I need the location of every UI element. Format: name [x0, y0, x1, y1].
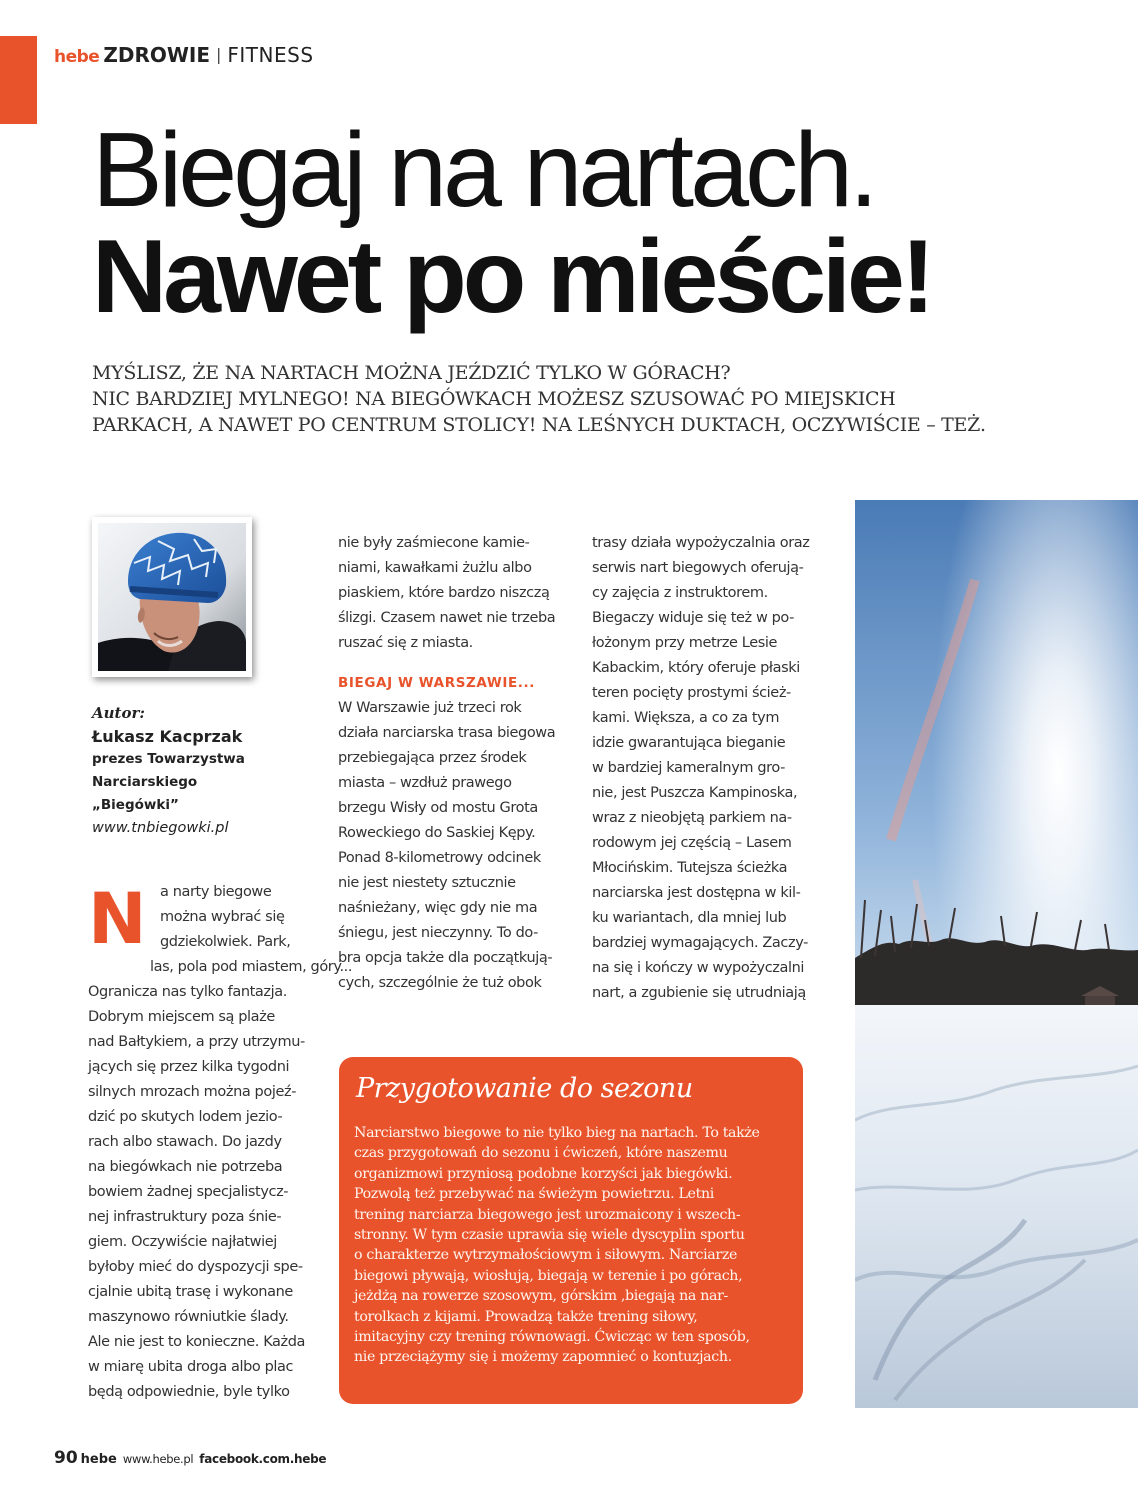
headline-line-1: Biegaj na nartach.: [92, 111, 875, 229]
page-footer: [54, 1448, 326, 1468]
sidebar-line: stronny. W tym czasie uprawia się wiele dyscyplin sportu: [354, 1227, 745, 1244]
body-line: teren pocięty prostymi ścież-: [592, 685, 791, 701]
section-subhead: BIEGAJ W WARSZAWIE...: [338, 675, 535, 691]
body-line: w bardziej kameralnym gro-: [592, 760, 785, 776]
body-line: łożonym przy metrze Lesie: [592, 635, 778, 651]
body-line: Biegaczy widuje się też w po-: [592, 610, 794, 626]
body-line: brzegu Wisły od mostu Grota: [338, 800, 538, 816]
body-line: bardziej wymagających. Zaczy-: [592, 935, 808, 951]
sidebar-line: organizmowi przyniosą podobne korzyści jak biegówki.: [354, 1165, 733, 1182]
body-line: Dobrym miejscem są plaże: [88, 1009, 275, 1025]
author-role-line: „Biegówki”: [92, 797, 179, 813]
sidebar-line: torolkach z kijami. Prowadzą także trening siłowy,: [354, 1308, 698, 1325]
body-line: giem. Oczywiście najłatwiej: [88, 1234, 277, 1250]
snow-landscape-image: [855, 500, 1138, 1408]
body-line: kami. Większa, a co za tym: [592, 710, 780, 726]
body-line: ku wariantach, dla mniej lub: [592, 910, 787, 926]
body-line: Kabackim, który oferuje płaski: [592, 660, 800, 676]
body-line: W Warszawie już trzeci rok: [338, 700, 522, 716]
author-role-line: prezes Towarzystwa: [92, 751, 245, 767]
body-line: jących się przez kilka tygodni: [88, 1059, 290, 1075]
body-line: śniegu, jest nieczynny. To do-: [338, 925, 538, 941]
sidebar-box: [339, 1057, 803, 1404]
page-header: [54, 41, 314, 71]
header-separator: |: [216, 45, 222, 64]
body-line: nie jest niestety sztucznie: [338, 875, 516, 891]
body-line: ruszać się z miasta.: [338, 635, 473, 651]
body-line: silnych mrozach można pojeź-: [88, 1084, 297, 1100]
lead-line: PARKACH, A NAWET PO CENTRUM STOLICY! NA LEŚNYCH DUKTACH, OCZYWIŚCIE – TEŻ.: [92, 414, 986, 436]
body-line: rodowym jej częścią – Lasem: [592, 835, 792, 851]
body-line: można wybrać się: [160, 909, 285, 925]
subsection-label: FITNESS: [227, 43, 314, 67]
sidebar-title: Przygotowanie do sezonu: [356, 1073, 693, 1104]
body-line: trasy działa wypożyczalnia oraz: [592, 535, 810, 551]
body-line: na biegówkach nie potrzeba: [88, 1159, 283, 1175]
body-line: nej infrastruktury poza śnie-: [88, 1209, 282, 1225]
body-line: rach albo stawach. Do jazdy: [88, 1134, 282, 1150]
sidebar-line: imitacyjny czy trening równowagi. Ćwicząc w ten sposób,: [354, 1329, 750, 1346]
body-line: cych, szczególnie że tuż obok: [338, 975, 542, 991]
headline-line-2: Nawet po mieście!: [92, 219, 932, 335]
body-line: nie, jest Puszcza Kampinoska,: [592, 785, 798, 801]
body-line: Ogranicza nas tylko fantazja.: [88, 984, 287, 1000]
author-role-line: Narciarskiego: [92, 774, 198, 790]
lead-line: MYŚLISZ, ŻE NA NARTACH MOŻNA JEŹDZIĆ TYLKO W GÓRACH?: [92, 362, 731, 384]
body-line: serwis nart biegowych oferują-: [592, 560, 804, 576]
winter-landscape-photo: [855, 500, 1138, 1408]
body-line: Ponad 8-kilometrowy odcinek: [338, 850, 541, 866]
body-line: cjalnie ubitą trasę i wykonane: [88, 1284, 293, 1300]
body-line: naśnieżany, więc gdy nie ma: [338, 900, 538, 916]
author-website-link[interactable]: www.tnbiegowki.pl: [92, 820, 229, 836]
accent-bar: [0, 36, 37, 124]
body-line: miasta – wzdłuż prawego: [338, 775, 512, 791]
footer-website-link[interactable]: www.hebe.pl: [122, 1452, 194, 1466]
body-line: nart, a zgubienie się utrudniają: [592, 985, 806, 1001]
body-line: dzić po skutych lodem jezio-: [88, 1109, 283, 1125]
lead-line: NIC BARDZIEJ MYLNEGO! NA BIEGÓWKACH MOŻESZ SZUSOWAĆ PO MIEJSKICH: [92, 388, 896, 410]
body-line: będą odpowiednie, byle tylko: [88, 1384, 290, 1400]
article-column-3: [592, 531, 817, 1006]
article-column-2: [338, 531, 563, 996]
body-line: w miarę ubita droga albo plac: [88, 1359, 294, 1375]
body-line: narciarska jest dostępna w kil-: [592, 885, 801, 901]
sidebar-line: o charakterze wytrzymałościowym i siłowym. Narciarze: [354, 1247, 737, 1264]
drop-cap: N: [88, 878, 147, 960]
author-label: Autor:: [92, 704, 145, 722]
body-line: nad Bałtykiem, a przy utrzymu-: [88, 1034, 305, 1050]
footer-facebook-link[interactable]: facebook.com.hebe: [199, 1452, 327, 1466]
author-portrait-image: [98, 523, 246, 671]
body-line: gdziekolwiek. Park,: [160, 934, 291, 950]
body-line: ślizgi. Czasem nawet nie trzeba: [338, 610, 556, 626]
article-column-1: [88, 878, 353, 1405]
body-line: Ale nie jest to konieczne. Każda: [88, 1334, 306, 1350]
body-line: Młocińskim. Tutejsza ścieżka: [592, 860, 788, 876]
sidebar-line: biegowi pływają, wiosłują, biegają w terenie i po górach,: [354, 1267, 743, 1284]
sidebar-line: czas przygotowań do sezonu i ćwiczeń, które naszemu: [354, 1145, 728, 1162]
body-line: byłoby mieć do dyspozycji spe-: [88, 1259, 303, 1275]
author-name: Łukasz Kacprzak: [92, 727, 243, 746]
body-line: nie były zaśmiecone kamie-: [338, 535, 530, 551]
page-number: 90: [54, 1448, 78, 1468]
author-box: [92, 702, 312, 840]
body-line: niami, kawałkami żużlu albo: [338, 560, 532, 576]
footer-brand: hebe: [80, 1452, 117, 1467]
sidebar-line: Narciarstwo biegowe to nie tylko bieg na nartach. To także: [354, 1125, 760, 1141]
body-line: na się i kończy w wypożyczalni: [592, 960, 805, 976]
sidebar-line: Pozwolą też przebywać na świeżym powietrzu. Letni: [354, 1186, 714, 1203]
body-line: Roweckiego do Saskiej Kępy.: [338, 825, 536, 841]
sidebar-body: [354, 1123, 794, 1368]
brand-logo: hebe: [54, 47, 100, 67]
body-line: a narty biegowe: [160, 884, 272, 900]
body-line: wraz z nieobjętą parkiem na-: [592, 810, 792, 826]
body-line: przebiegająca przez środek: [338, 750, 527, 766]
section-label: ZDROWIE: [103, 43, 211, 67]
body-line: bowiem żadnej specjalistycz-: [88, 1184, 289, 1200]
sidebar-line: nie przeciążymy się i możemy zapomnieć o kontuzjach.: [354, 1349, 732, 1366]
body-line: działa narciarska trasa biegowa: [338, 725, 556, 741]
author-photo: [98, 523, 246, 671]
body-line: piaskiem, które bardzo niszczą: [338, 585, 550, 601]
body-line: maszynowo równiutkie ślady.: [88, 1309, 289, 1325]
lead-paragraph: [92, 360, 1092, 438]
body-line: bra opcja także dla początkują-: [338, 950, 553, 966]
author-photo-frame: [92, 517, 252, 677]
body-line: idzie gwarantująca bieganie: [592, 735, 786, 751]
body-line: cy zajęcia z instruktorem.: [592, 585, 768, 601]
sidebar-line: trening narciarza biegowego jest urozmaicony i wszech-: [354, 1206, 741, 1223]
sidebar-line: jeżdżą na rowerze szosowym, górskim ,biegają na nar-: [354, 1288, 728, 1305]
body-line: las, pola pod miastem, góry...: [150, 959, 353, 975]
